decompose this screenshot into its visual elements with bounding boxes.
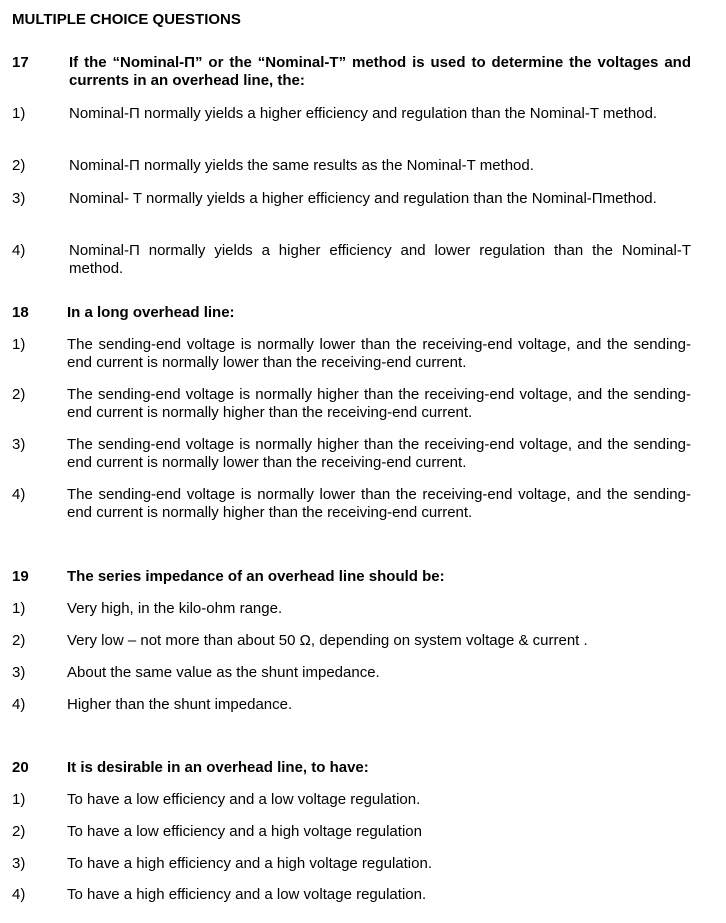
option-number: 3) <box>12 855 26 872</box>
option-number: 4) <box>12 696 26 713</box>
option-number: 2) <box>12 157 26 174</box>
option-text: To have a low efficiency and a low voltage regulation. <box>67 791 421 808</box>
option-number: 4) <box>12 886 26 903</box>
option-number: 3) <box>12 190 26 207</box>
option-number: 1) <box>12 336 26 353</box>
option-text: Higher than the shunt impedance. <box>67 696 293 713</box>
option-number: 2) <box>12 386 26 403</box>
option-number: 1) <box>12 791 26 808</box>
option-number: 3) <box>12 664 26 681</box>
option-text: To have a high efficiency and a high voltage regulation. <box>67 855 432 872</box>
option-text: Very high, in the kilo-ohm range. <box>67 600 283 617</box>
option-number: 1) <box>12 105 26 122</box>
option-text: About the same value as the shunt impedance. <box>67 664 380 681</box>
question-text: The series impedance of an overhead line should be: <box>67 568 445 585</box>
option-number: 2) <box>12 823 26 840</box>
question-number: 18 <box>12 304 29 321</box>
option-number: 1) <box>12 600 26 617</box>
option-text: Nominal- T normally yields a higher efficiency and regulation than the Nominal-Πmethod. <box>69 190 657 207</box>
option-text: To have a low efficiency and a high voltage regulation <box>67 823 422 840</box>
option-text: Very low – not more than about 50 Ω, depending on system voltage & current . <box>67 632 588 649</box>
option-number: 4) <box>12 486 26 503</box>
option-text: The sending-end voltage is normally lower than the receiving-end voltage, and the sending-end current is normally lower than the receiving-end current. <box>67 336 691 371</box>
question-text: In a long overhead line: <box>67 304 235 321</box>
option-number: 4) <box>12 242 26 259</box>
question-number: 19 <box>12 568 29 585</box>
question-text: If the “Nominal-Π” or the “Nominal-T” method is used to determine the voltages and currents in an overhead line, the: <box>69 54 691 89</box>
option-number: 2) <box>12 632 26 649</box>
page-heading: MULTIPLE CHOICE QUESTIONS <box>12 11 241 28</box>
option-text: To have a high efficiency and a low voltage regulation. <box>67 886 427 903</box>
option-text: Nominal-Π normally yields a higher efficiency and regulation than the Nominal-T method. <box>69 105 658 122</box>
option-text: The sending-end voltage is normally higher than the receiving-end voltage, and the sending-end current is normally lower than the receiving-end current. <box>67 436 691 471</box>
question-number: 20 <box>12 759 29 776</box>
question-text: It is desirable in an overhead line, to have: <box>67 759 369 776</box>
option-text: Nominal-Π normally yields a higher efficiency and lower regulation than the Nominal-T method. <box>69 242 691 277</box>
option-text: The sending-end voltage is normally lower than the receiving-end voltage, and the sending-end current is normally higher than the receiving-end current. <box>67 486 691 521</box>
option-number: 3) <box>12 436 26 453</box>
question-number: 17 <box>12 54 29 71</box>
option-text: The sending-end voltage is normally higher than the receiving-end voltage, and the sending-end current is normally higher than the receiving-end current. <box>67 386 691 421</box>
option-text: Nominal-Π normally yields the same results as the Nominal-T method. <box>69 157 534 174</box>
